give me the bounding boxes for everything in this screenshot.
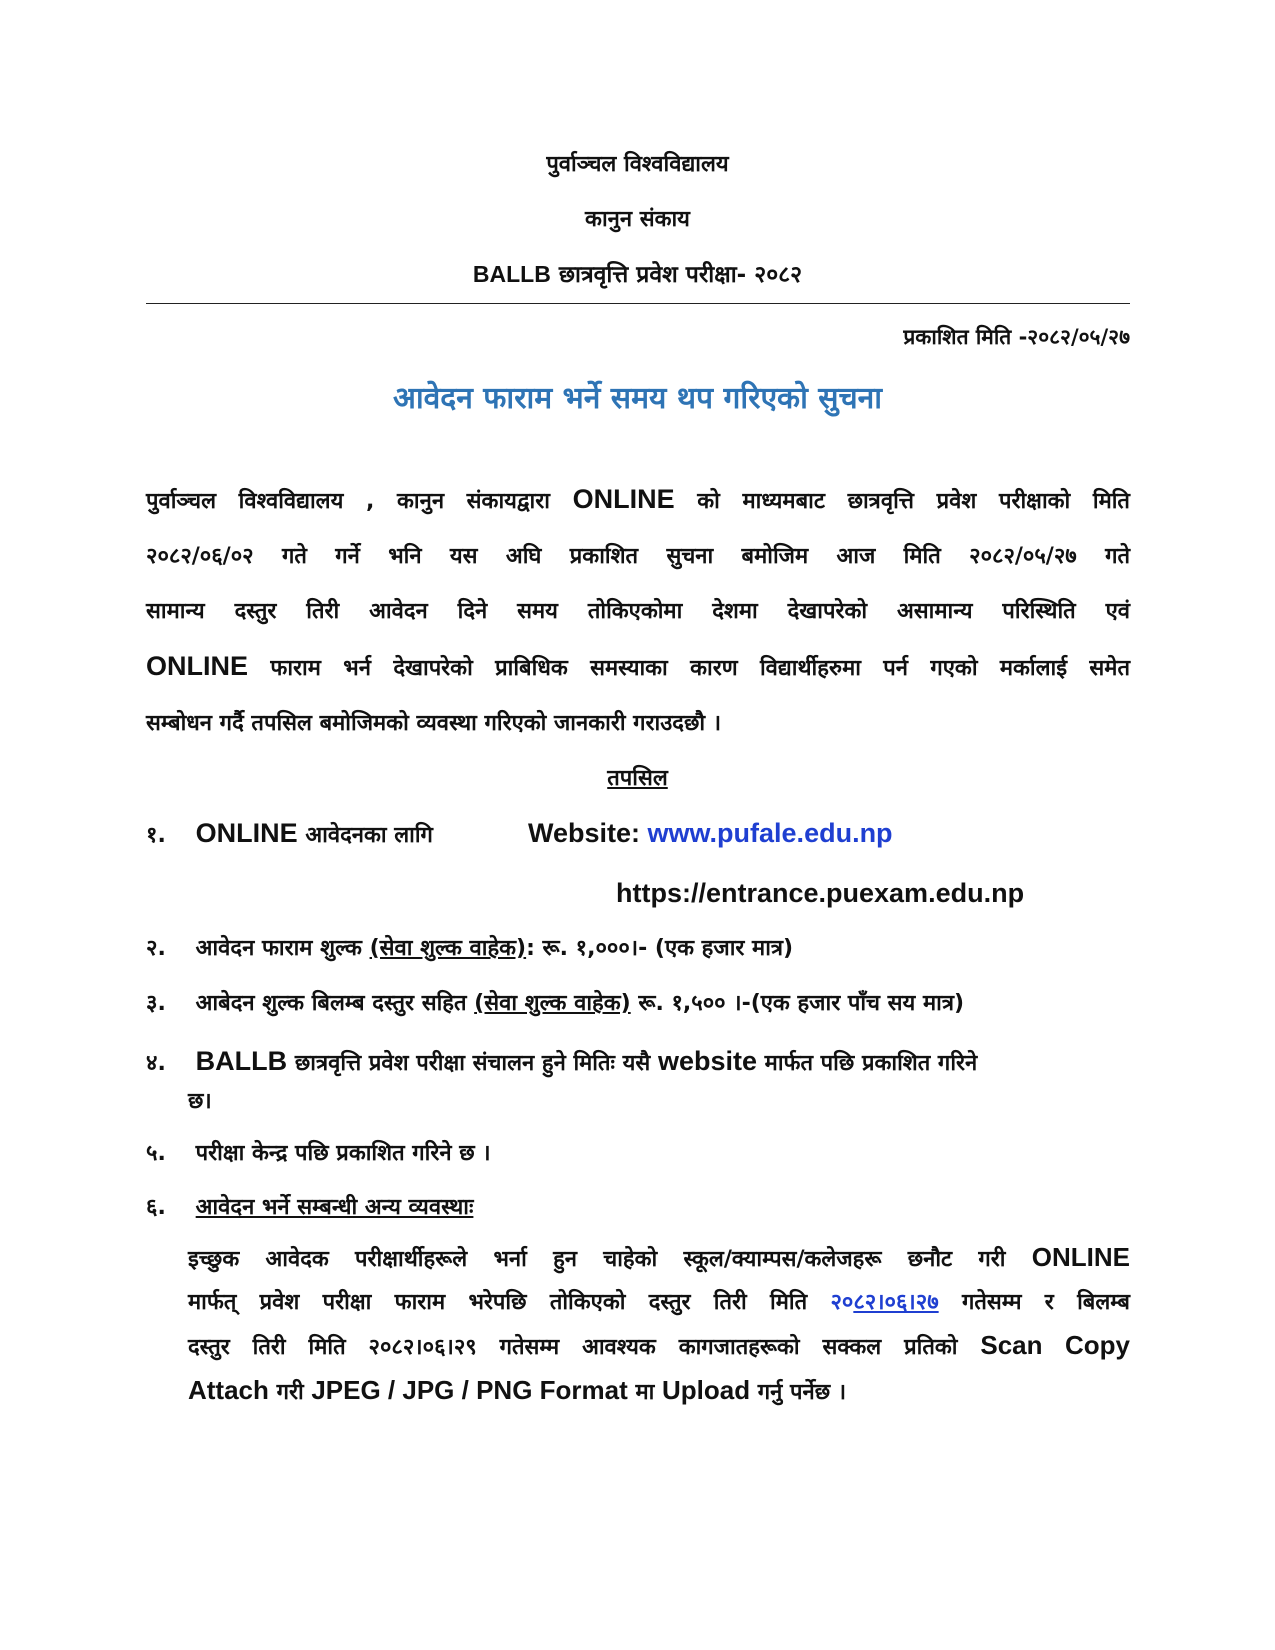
item-3	[146, 987, 1130, 1017]
paragraph-text: पुर्वाञ्चल विश्वविद्यालय , कानुन संकायद्वारा	[146, 489, 550, 514]
tapasil-heading: तपसिल	[607, 766, 668, 791]
other-arrangements-heading: आवेदन भर्ने सम्बन्धी अन्य व्यवस्थाः	[195, 1195, 474, 1220]
item-4	[146, 1042, 1130, 1121]
item-text: आवेदन फाराम शुल्क	[195, 936, 362, 961]
item-text: दस्तुर तिरी मिति २०८२।०६।२९ गतेसम्म आवश्यक कागजातहरूको सक्कल प्रतिको	[188, 1335, 958, 1360]
exam-heading	[0, 257, 1275, 289]
item-text: मा	[635, 1380, 655, 1405]
website-label: Website:	[528, 818, 641, 848]
item-number: ५.	[146, 1141, 166, 1166]
website-link[interactable]: www.pufale.edu.np	[647, 818, 893, 848]
website-line	[528, 818, 893, 849]
paragraph-text: फाराम भर्न देखापरेको प्राबिधिक समस्याका कारण विद्यार्थीहरुमा पर्न गएको मर्कालाई समेत	[270, 656, 1130, 681]
item-text: गरी	[276, 1380, 304, 1405]
exam-heading-text: छात्रवृत्ति प्रवेश परीक्षा- २०८२	[558, 262, 803, 288]
item-6-line	[188, 1281, 1130, 1324]
item-text: मार्फत् प्रवेश परीक्षा फाराम भरेपछि तोकिएको दस्तुर तिरी मिति	[188, 1290, 808, 1315]
item-6-line	[188, 1324, 1130, 1369]
paragraph-line	[146, 472, 1130, 529]
header-divider	[146, 303, 1130, 304]
item-6	[146, 1191, 1130, 1221]
ballb-keyword: BALLB	[195, 1046, 288, 1076]
item-text: आवेदनका लागि	[305, 823, 433, 848]
university-name: पुर्वाञ्चल विश्वविद्यालय	[546, 152, 729, 177]
scan-copy-keyword: Scan Copy	[980, 1330, 1130, 1360]
notice-title: आवेदन फाराम भर्ने समय थप गरिएको सुचना	[392, 381, 883, 416]
item-text: छ।	[188, 1089, 212, 1114]
attach-keyword: Attach	[188, 1375, 269, 1405]
paragraph-line: सम्बोधन गर्दै तपसिल बमोजिमको व्यवस्था गरिएको जानकारी गराउदछौ ।	[146, 711, 722, 736]
item-number: ४.	[146, 1051, 166, 1076]
exam-code: BALLB	[472, 261, 551, 287]
online-keyword: ONLINE	[195, 818, 298, 848]
item-text: इच्छुक आवेदक परीक्षार्थीहरूले भर्ना हुन चाहेको स्कूल/क्याम्पस/कलेजहरू छनौट गरी	[188, 1247, 1006, 1272]
file-formats: JPEG / JPG / PNG Format	[311, 1375, 628, 1405]
service-fee-note: (सेवा शुल्क वाहेक)	[474, 991, 631, 1016]
online-keyword: ONLINE	[1031, 1242, 1130, 1272]
paragraph-line	[146, 639, 1130, 696]
item-text: : रू. १,०००।- (एक हजार मात्र)	[526, 936, 794, 961]
item-number: १.	[146, 823, 166, 848]
online-keyword: ONLINE	[572, 484, 675, 514]
item-text: छात्रवृत्ति प्रवेश परीक्षा संचालन हुने मितिः यसै	[294, 1051, 651, 1076]
paragraph-line: २०८२/०६/०२ गते गर्ने भनि यस अघि प्रकाशित सुचना बमोजिम आज मिति २०८२/०५/२७ गते	[146, 544, 1130, 569]
item-1	[146, 818, 1130, 849]
paragraph-line: सामान्य दस्तुर तिरी आवेदन दिने समय तोकिएकोमा देशमा देखापरेको असामान्य परिस्थिति एवं	[146, 599, 1130, 624]
service-fee-note: (सेवा शुल्क वाहेक)	[369, 936, 527, 961]
item-text: गर्नु पर्नेछ ।	[757, 1380, 847, 1405]
item-text: परीक्षा केन्द्र पछि प्रकाशित गरिने छ ।	[195, 1141, 491, 1166]
item-text: गतेसम्म र बिलम्ब	[961, 1290, 1130, 1315]
item-2	[146, 932, 1130, 962]
item-text: रू. १,५०० ।-(एक हजार पाँच सय मात्र)	[638, 991, 965, 1016]
item-6-line	[188, 1369, 1130, 1414]
item-5	[146, 1137, 1130, 1167]
notice-paragraph	[146, 472, 1130, 751]
item-number: ३.	[146, 991, 166, 1016]
item-number: ६.	[146, 1195, 166, 1220]
paragraph-text: को माध्यमबाट छात्रवृत्ति प्रवेश परीक्षाको मिति	[697, 489, 1130, 514]
deadline-date-underlined: ८२।०६।२७	[853, 1290, 939, 1315]
item-number: २.	[146, 936, 166, 961]
upload-keyword: Upload	[661, 1375, 751, 1405]
item-text: मार्फत पछि प्रकाशित गरिने	[764, 1051, 978, 1076]
item-6-line	[188, 1236, 1130, 1281]
faculty-name: कानुन संकाय	[585, 207, 690, 232]
deadline-date: २०	[830, 1290, 854, 1315]
item-6-body	[188, 1236, 1130, 1414]
website-keyword: website	[657, 1046, 757, 1076]
online-keyword: ONLINE	[146, 651, 249, 681]
entrance-link[interactable]: https://entrance.puexam.edu.np	[616, 878, 1025, 908]
published-date: प्रकाशित मिति -२०८२/०५/२७	[903, 325, 1130, 349]
item-text: आबेदन शुल्क बिलम्ब दस्तुर सहित	[195, 991, 467, 1016]
